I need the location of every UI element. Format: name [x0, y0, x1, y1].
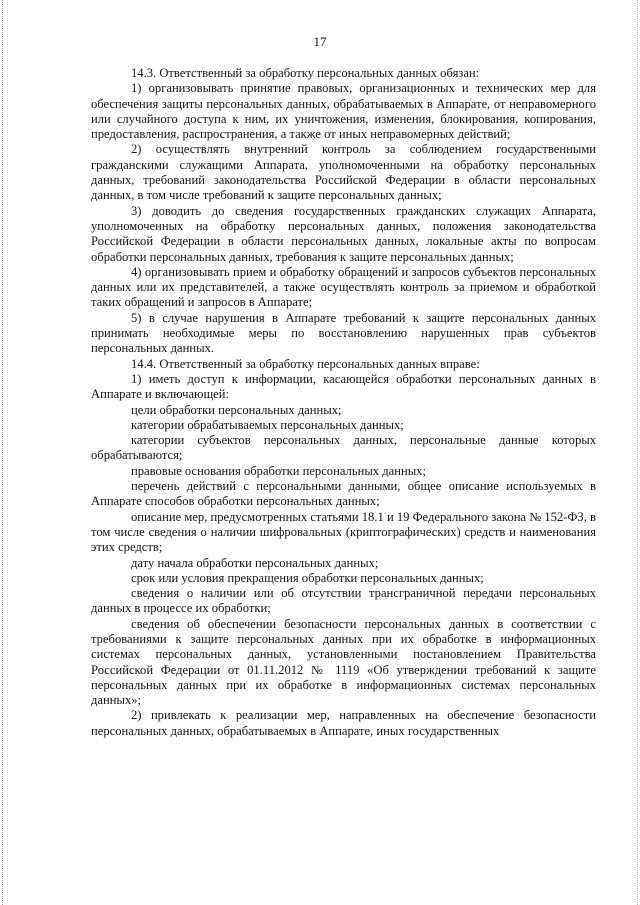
paragraph: 1) организовывать принятие правовых, организационных и технических мер для обеспечения защиты персональных данных, обрабатываемых в Аппарате, от неправомерного или случайного доступа к ним, их уничтожения, изменения, блокирования, копирования, предоставления, распространения, а также от иных неправомерных действий;: [91, 81, 596, 142]
paragraph: 5) в случае нарушения в Аппарате требований к защите персональных данных принимать необходимые меры по восстановлению нарушенных прав субъектов персональных данных.: [91, 310, 596, 356]
page-number: 17: [313, 34, 327, 49]
paragraph: 2) привлекать к реализации мер, направленных на обеспечение безопасности персональных данных, обрабатываемых в Аппарате, иных государственных: [91, 708, 596, 738]
section-heading-14-3: 14.3. Ответственный за обработку персональных данных обязан:: [131, 66, 480, 80]
list-item: перечень действий с персональными данными, общее описание используемых в Аппарате способов обработки персональных данных;: [91, 479, 596, 509]
section-heading-14-4: 14.4. Ответственный за обработку персональных данных вправе:: [131, 356, 480, 371]
scan-right-edge: [636, 0, 638, 905]
list-item: правовые основания обработки персональных данных;: [131, 463, 426, 478]
list-item: цели обработки персональных данных;: [131, 402, 342, 417]
paragraph: 2) осуществлять внутренний контроль за соблюдением государственными гражданскими служащими Аппарата, уполномоченными на обработку персональных данных, требований законодательства Российской Федерации в области персональных данных, в том числе требований к защите персональных данных;: [91, 142, 596, 203]
list-item: категории субъектов персональных данных, персональные данные которых обрабатываются;: [91, 433, 596, 463]
document-body: [91, 66, 596, 739]
list-item: срок или условия прекращения обработки персональных данных;: [131, 570, 484, 585]
list-item: категории обрабатываемых персональных данных;: [131, 417, 404, 432]
list-item: дату начала обработки персональных данных;: [131, 555, 379, 570]
scan-left-edge: [2, 0, 4, 905]
paragraph: 4) организовывать прием и обработку обращений и запросов субъектов персональных данных или их представителей, а также осуществлять контроль за приемом и обработкой таких обращений и запросов в Аппарате;: [91, 264, 596, 310]
list-item: описание мер, предусмотренных статьями 18.1 и 19 Федерального закона № 152-ФЗ, в том числе сведения о наличии шифровальных (криптографических) средств и наименования этих средств;: [91, 509, 596, 555]
paragraph: 3) доводить до сведения государственных гражданских служащих Аппарата, уполномоченных на обработку персональных данных, положения законодательства Российской Федерации в области персональных данных, локальные акты по вопросам обработки персональных данных, требования к защите персональных данных;: [91, 203, 596, 264]
list-item: сведения о наличии или об отсутствии трансграничной передачи персональных данных в процессе их обработки;: [91, 586, 596, 616]
list-item: сведения об обеспечении безопасности персональных данных в соответствии с требованиями к защите персональных данных при их обработке в информационных системах персональных данных, установленными постановлением Правительства Российской Федерации от 01.11.2012 № 1119 «Об утверждении требований к защите персональных данных при их обработке в информационных системах персональных данных»;: [91, 616, 596, 708]
paragraph: 1) иметь доступ к информации, касающейся обработки персональных данных в Аппарате и включающей:: [91, 371, 596, 402]
